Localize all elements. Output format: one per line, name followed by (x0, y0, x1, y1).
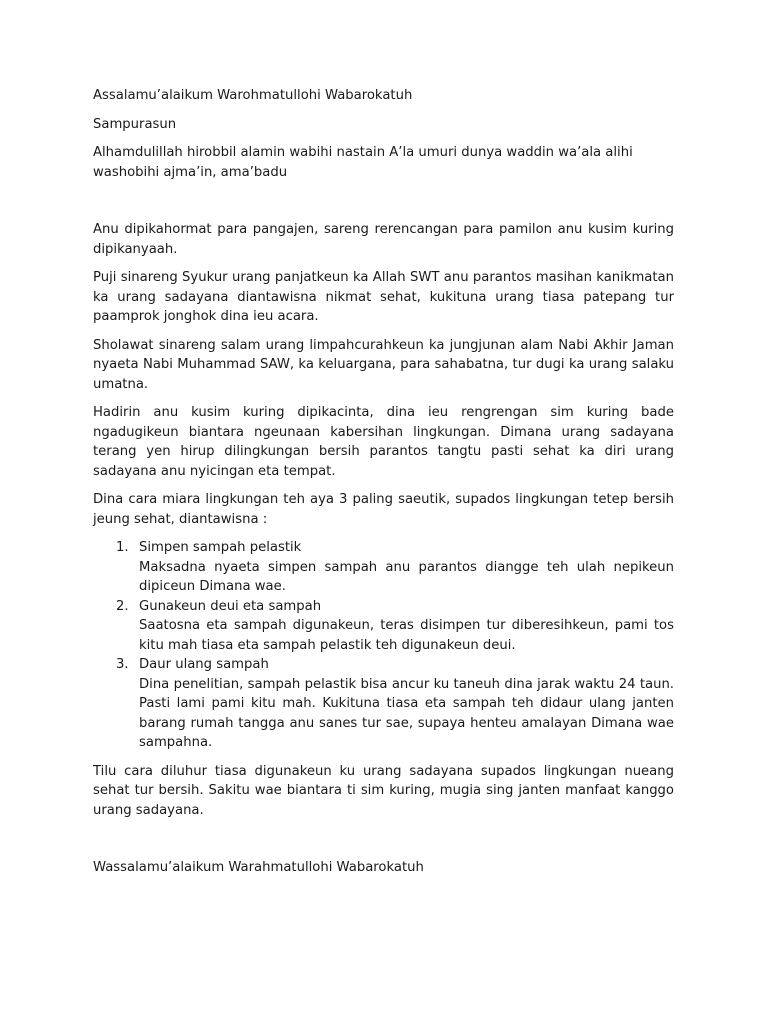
paragraph-list-intro: Dina cara miara lingkungan teh aya 3 paling saeutik, supados lingkungan tetep bersih jeung sehat, diantawisna : (93, 492, 674, 527)
list-item-number: 3. (116, 657, 129, 672)
list-item (93, 655, 674, 753)
sampurasun-line: Sampurasun (93, 116, 177, 132)
list-item-number: 1. (116, 540, 129, 555)
list-item-body: Dina penelitian, sampah pelastik bisa ancur ku taneuh dina jarak waktu 24 taun. Pasti lami pami kitu mah. Kukituna tiasa eta sampah teh didaur ulang janten barang rumah tangga anu sanes tur sae, supaya henteu amalayan Dimana wae sampahna. (139, 676, 674, 750)
paragraph-address: Anu dipikahormat para pangajen, sareng rerencangan para pamilon anu kusim kuring dipikanyaah. (93, 222, 674, 257)
list-item-number: 2. (116, 598, 129, 614)
paragraph-topic: Hadirin anu kusim kuring dipikacinta, dina ieu rengrengan sim kuring bade ngadugikeun biantara ngeunaan kabersihan lingkungan. Dimana urang sadayana terang yen hirup dilingkungan bersih parantos tangtu pasti sehat ka diri urang sadayana anu nyicingan eta tempat. (93, 405, 674, 479)
list-item-title: Simpen sampah pelastik (139, 540, 302, 555)
list-item-body: Maksadna nyaeta simpen sampah anu parantos diangge teh ulah nepikeun dipiceun Dimana wae. (139, 559, 674, 594)
paragraph-sholawat: Sholawat sinareng salam urang limpahcurahkeun ka jungjunan alam Nabi Akhir Jaman nyaeta Nabi Muhammad SAW, ka keluargana, para sahabatna, tur dugi ka urang salaku umatna. (93, 337, 674, 392)
numbered-list (93, 538, 674, 753)
list-item-body: Saatosna eta sampah digunakeun, teras disimpen tur diberesihkeun, pami tos kitu mah tiasa eta sampah pelastik teh digunakeun deui. (139, 618, 674, 653)
list-item-title: Daur ulang sampah (139, 657, 269, 672)
paragraph-closing: Tilu cara diluhur tiasa digunakeun ku urang sadayana supados lingkungan nueang sehat tur bersih. Sakitu wae biantara ti sim kuring, mugia sing janten manfaat kanggo urang sadayana. (93, 763, 674, 818)
document-body (93, 86, 674, 878)
list-item (93, 597, 674, 656)
paragraph-gratitude: Puji sinareng Syukur urang panjatkeun ka Allah SWT anu parantos masihan kanikmatan ka urang sadayana diantawisna nikmat sehat, kukituna urang tiasa patepang tur paamprok jonghok dina ieu acara. (93, 270, 674, 324)
list-item (93, 538, 674, 597)
opening-prayer: Alhamdulillah hirobbil alamin wabihi nastain A’la umuri dunya waddin wa’ala alihi washobihi ajma’in, ama’badu (93, 145, 633, 180)
opening-greeting: Assalamu’alaikum Warohmatullohi Wabarokatuh (93, 88, 413, 103)
closing-greeting: Wassalamu’alaikum Warahmatullohi Wabarokatuh (93, 860, 424, 875)
list-item-title: Gunakeun deui eta sampah (139, 598, 322, 614)
